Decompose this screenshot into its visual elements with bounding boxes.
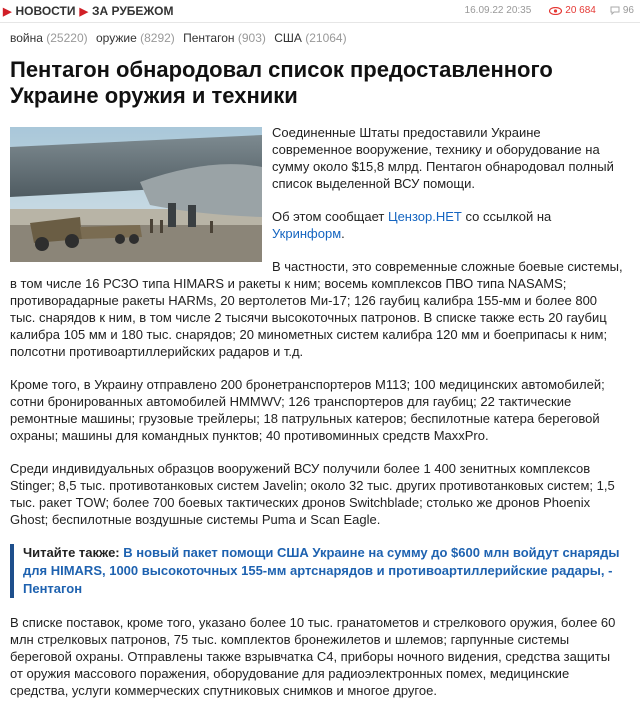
- breadcrumb-subsection[interactable]: ЗА РУБЕЖОМ: [91, 4, 174, 18]
- comment-icon: [610, 6, 620, 15]
- tag-label: Пентагон: [183, 31, 235, 45]
- views-count: 20 684: [565, 5, 596, 16]
- arrow-icon: ▶: [3, 5, 12, 18]
- tag-count: (21064): [305, 31, 347, 45]
- read-also-link[interactable]: В новый пакет помощи США Украине на сумму до $600 млн войдут снаряды для HIMARS, 1000 высокоточных 155-мм артснарядов и противоартиллерийские радары, - Пентагон: [23, 545, 620, 596]
- source-text: со ссылкой на: [461, 209, 552, 224]
- paragraph-supplies: В списке поставок, кроме того, указано более 10 тыс. гранатометов и стрелкового оружия, более 60 млн стрелковых патронов, 75 тыс. комплектов бронежилетов и шлемов; гарпунные системы береговой охраны. Отправлены также взрывчатка С4, приборы ночного видения, средства защиты от оружия массового поражения, оборудование для радиоэлектронных помех, медицинские средства, услуги коммерческих спутниковых снимков и многое другое.: [10, 615, 616, 698]
- paragraph-systems: В частности, это современные сложные боевые системы, в том числе 16 РСЗО типа HIMARS и ракеты к ним; восемь комплексов ПВО типа NASAMS; противорадарные ракеты HARMs, 20 вертолетов Ми-17; 126 гаубиц калибра 155-мм и более 800 тыс. снарядов к ним, в том числе 2 тысячи высокоточных патронов. В списке также есть 20 гаубиц калибра 105 мм и 180 тыс. снарядов; 20 минометных систем калибра 120 мм и боеприпасы к ним; полсотни противоартиллерийских радаров и т.д.: [10, 259, 623, 359]
- tag-count: (8292): [140, 31, 175, 45]
- tag-list: [10, 31, 352, 45]
- top-bar: [0, 0, 640, 23]
- source-paragraph: [272, 208, 624, 242]
- comments-counter[interactable]: [610, 5, 634, 16]
- tag-label: США: [274, 31, 302, 45]
- read-also-block: [10, 544, 624, 598]
- article-meta: [465, 5, 634, 16]
- source-text: Об этом сообщает: [272, 209, 388, 224]
- eye-icon: [549, 7, 562, 15]
- tag-label: оружие: [95, 31, 137, 45]
- tag-label: война: [10, 31, 43, 45]
- tag-usa[interactable]: [274, 31, 346, 45]
- views-counter: [549, 5, 596, 16]
- article-lead: Соединенные Штаты предоставили Украине современное вооружение, технику и оборудование на сумму около $15,8 млрд. Пентагон обнародовал полный список выделенной ВСУ помощи.: [272, 125, 614, 191]
- publish-date: 16.09.22 20:35: [464, 5, 532, 16]
- source-link-ukrinform[interactable]: Укринформ: [272, 226, 342, 241]
- article-title: Пентагон обнародовал список предоставленного Украине оружия и техники: [10, 57, 553, 108]
- paragraph-individual-weapons: Среди индивидуальных образцов вооружений ВСУ получили более 1 400 зенитных комплексов Stinger; 8,5 тыс. противотанковых систем Javelin; около 32 тыс. других противотанковых систем; 1,5 тыс. ракет TOW; более 700 боевых тактических дронов Switchblade; столько же дронов Phoenix Ghost; беспилотные воздушные системы Puma и Scan Eagle.: [10, 461, 615, 527]
- tag-weapons[interactable]: [96, 31, 175, 45]
- article-body: [10, 124, 624, 715]
- tag-count: (903): [237, 31, 266, 45]
- source-link-censor[interactable]: Цензор.НЕТ: [387, 209, 462, 224]
- breadcrumb: [3, 4, 173, 18]
- source-text: .: [341, 226, 345, 241]
- breadcrumb-section[interactable]: НОВОСТИ: [15, 4, 76, 18]
- paragraph-vehicles: Кроме того, в Украину отправлено 200 бронетранспортеров М113; 100 медицинских автомобилей; сотни бронированных автомобилей HMMWV; 126 транспортеров для гаубиц; 22 тактические ремонтные машины; грузовые трейлеры; 18 патрульных катеров; беспилотные катера береговой охраны; машины для командных пунктов; 40 противоминных средств MaxxPro.: [10, 377, 605, 443]
- read-also-label: Читайте также:: [23, 545, 124, 560]
- comments-count: 96: [622, 5, 634, 16]
- arrow-icon: ▶: [79, 5, 88, 18]
- tag-count: (25220): [46, 31, 88, 45]
- tag-war[interactable]: [10, 31, 88, 45]
- tag-pentagon[interactable]: [183, 31, 266, 45]
